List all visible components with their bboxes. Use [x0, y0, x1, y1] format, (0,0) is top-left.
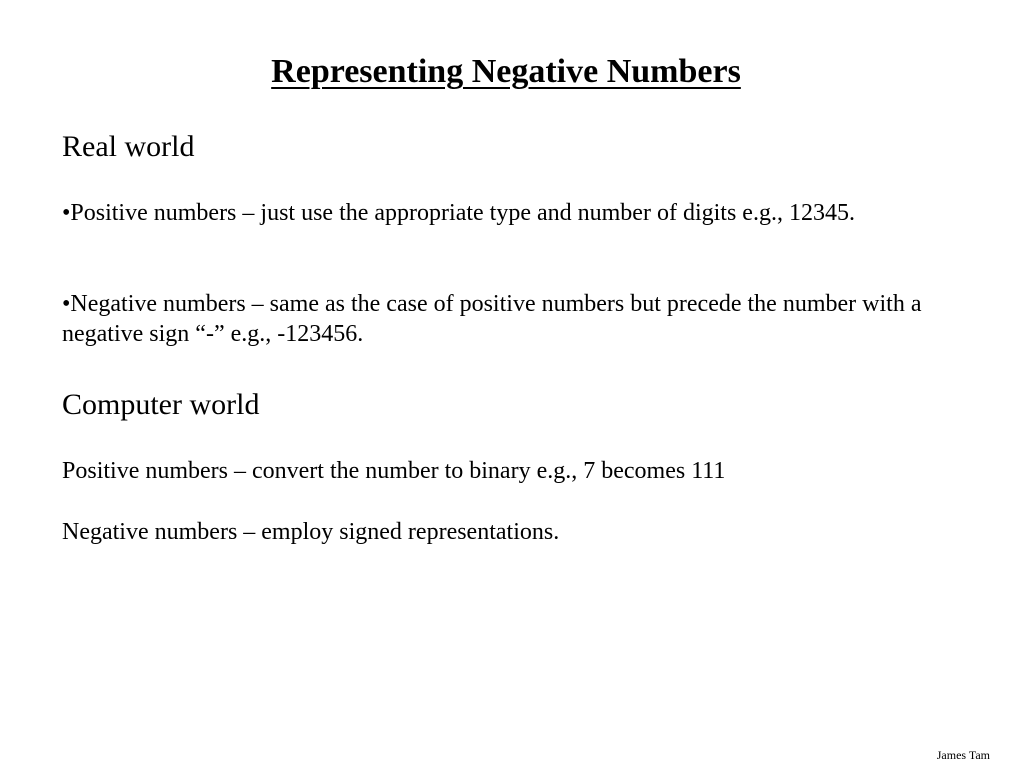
section-heading-computer-world: Computer world	[62, 388, 260, 421]
slide-title: Representing Negative Numbers	[271, 53, 741, 90]
footer-author: James Tam	[936, 748, 990, 762]
paragraph-positive-real: •Positive numbers – just use the appropriate type and number of digits e.g., 12345.	[62, 200, 855, 226]
paragraph-negative-real: •Negative numbers – same as the case of positive numbers but precede the number with a negative sign “-” e.g., -123456.	[62, 291, 922, 347]
section-heading-real-world: Real world	[62, 130, 195, 163]
paragraph-positive-computer: Positive numbers – convert the number to binary e.g., 7 becomes 111	[62, 458, 726, 484]
paragraph-negative-computer: Negative numbers – employ signed representations.	[62, 519, 560, 545]
